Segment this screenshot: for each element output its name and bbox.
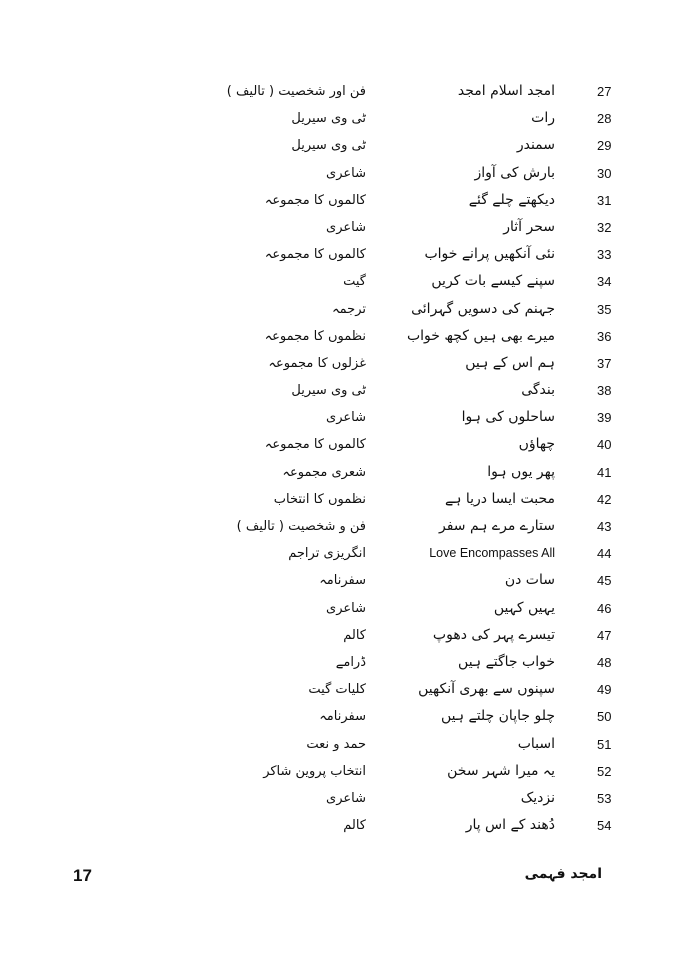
entry-number: 50	[597, 709, 612, 725]
list-item	[0, 78, 689, 105]
entry-genre: ٹی وی سیریل	[291, 383, 366, 399]
list-item	[0, 758, 689, 785]
entry-title: دیکھتے چلے گئے	[468, 191, 555, 208]
list-item	[0, 567, 689, 594]
entry-genre: گیت	[343, 274, 366, 290]
list-item	[0, 649, 689, 676]
entry-title: نزدیک	[520, 789, 555, 806]
entry-number: 31	[597, 192, 612, 208]
entry-number: 45	[597, 573, 612, 589]
list-item	[0, 785, 689, 812]
list-item	[0, 676, 689, 703]
entry-number: 52	[597, 763, 612, 779]
entry-genre: حمد و نعت	[306, 736, 366, 752]
entry-genre: انگریزی تراجم	[288, 546, 366, 562]
entry-title: ستارے مرے ہم سفر	[438, 518, 555, 534]
entry-title: جہنم کی دسویں گہرائی	[411, 300, 555, 317]
list-item	[0, 268, 689, 295]
entry-title: دُھند کے اس پار	[465, 817, 555, 834]
entry-title: میرے بھی ہیں کچھ خواب	[406, 327, 555, 344]
entry-genre: ٹی وی سیریل	[291, 111, 366, 127]
entry-genre: شاعری	[326, 600, 366, 616]
entry-title: امجد اسلام امجد	[457, 83, 555, 99]
entry-title: رات	[531, 110, 555, 127]
list-item	[0, 132, 689, 159]
list-item	[0, 377, 689, 404]
entry-genre: کلیات گیت	[308, 682, 366, 698]
entry-title: یہیں کہیں	[493, 599, 555, 616]
entry-genre: کالموں کا مجموعہ	[264, 192, 366, 208]
entry-number: 51	[597, 736, 612, 752]
list-item	[0, 595, 689, 622]
page-number: 17	[73, 866, 92, 885]
entry-title: محبت ایسا دریا ہے	[445, 490, 555, 507]
entry-genre: شعری مجموعہ	[282, 464, 366, 480]
entry-number: 36	[597, 328, 612, 344]
list-item	[0, 296, 689, 323]
entry-title: چلو جاپان چلتے ہیں	[440, 708, 555, 725]
entry-number: 46	[597, 600, 612, 616]
entry-title: تیسرے پہر کی دھوپ	[432, 626, 555, 643]
list-item	[0, 703, 689, 730]
list-item	[0, 540, 689, 567]
entry-number: 34	[597, 274, 612, 290]
entry-genre: شاعری	[326, 410, 366, 426]
entry-number: 35	[597, 301, 612, 317]
entry-title: چھاؤں	[518, 436, 555, 453]
list-item	[0, 350, 689, 377]
entry-number: 54	[597, 818, 612, 834]
entry-number: 30	[597, 165, 612, 181]
entry-title: ساحلوں کی ہوا	[461, 409, 555, 426]
entry-number: 47	[597, 627, 612, 643]
list-item	[0, 105, 689, 132]
entry-number: 32	[597, 219, 612, 235]
entry-genre: کالموں کا مجموعہ	[264, 437, 366, 453]
entry-genre: شاعری	[326, 165, 366, 181]
list-item	[0, 812, 689, 839]
entry-title: یہ میرا شہر سخن	[447, 762, 555, 779]
entry-genre: فن و شخصیت ( تالیف )	[236, 519, 366, 534]
entry-genre: شاعری	[326, 790, 366, 806]
entry-number: 28	[597, 111, 612, 127]
entry-genre: انتخاب پروین شاکر	[263, 763, 366, 779]
entry-title: Love Encompasses All	[429, 546, 555, 561]
entry-title: خواب جاگتے ہیں	[458, 653, 555, 670]
list-item	[0, 160, 689, 187]
list-item	[0, 214, 689, 241]
entry-number: 29	[597, 138, 612, 154]
entry-genre: نظموں کا انتخاب	[273, 491, 366, 507]
entry-number: 27	[597, 84, 612, 99]
entry-genre: ٹی وی سیریل	[291, 138, 366, 154]
bibliography-list	[0, 78, 689, 839]
entry-number: 44	[597, 546, 612, 562]
entry-title: سات دن	[504, 572, 555, 589]
entry-genre: شاعری	[326, 219, 366, 235]
entry-title: سپنے کیسے بات کریں	[431, 273, 555, 290]
entry-number: 38	[597, 383, 612, 399]
list-item	[0, 486, 689, 513]
entry-number: 53	[597, 790, 612, 806]
list-item	[0, 187, 689, 214]
entry-number: 42	[597, 491, 612, 507]
list-item	[0, 431, 689, 458]
entry-genre: نظموں کا مجموعہ	[264, 328, 366, 344]
entry-genre: کالم	[343, 627, 366, 643]
entry-genre: ڈرامے	[335, 654, 366, 670]
entry-genre: کالموں کا مجموعہ	[264, 247, 366, 263]
list-item	[0, 513, 689, 540]
entry-number: 40	[597, 437, 612, 453]
entry-title: بارش کی آواز	[474, 164, 555, 181]
entry-genre: ترجمہ	[332, 301, 366, 317]
entry-title: بندگی	[521, 382, 555, 399]
entry-number: 49	[597, 682, 612, 698]
entry-number: 43	[597, 519, 612, 534]
entry-title: نئی آنکھیں پرانے خواب	[424, 246, 555, 263]
list-item	[0, 241, 689, 268]
entry-number: 39	[597, 410, 612, 426]
entry-genre: سفرنامہ	[319, 709, 366, 725]
entry-number: 37	[597, 355, 612, 371]
entry-title: پھر یوں ہوا	[487, 463, 555, 480]
entry-number: 33	[597, 247, 612, 263]
running-footer-title: امجد فہمی	[524, 866, 602, 882]
list-item	[0, 323, 689, 350]
list-item	[0, 459, 689, 486]
list-item	[0, 404, 689, 431]
list-item	[0, 731, 689, 758]
list-item	[0, 622, 689, 649]
entry-title: سمندر	[516, 137, 555, 154]
entry-title: سحر آثار	[503, 218, 555, 235]
entry-genre: سفرنامہ	[319, 573, 366, 589]
entry-title: ہم اس کے ہیں	[465, 354, 555, 371]
entry-title: اسباب	[517, 735, 555, 752]
entry-genre: غزلوں کا مجموعہ	[268, 355, 366, 371]
entry-number: 41	[597, 464, 612, 480]
entry-title: سپنوں سے بھری آنکھیں	[418, 681, 555, 698]
entry-number: 48	[597, 654, 612, 670]
entry-genre: کالم	[343, 818, 366, 834]
entry-genre: فن اور شخصیت ( تالیف )	[226, 84, 366, 99]
